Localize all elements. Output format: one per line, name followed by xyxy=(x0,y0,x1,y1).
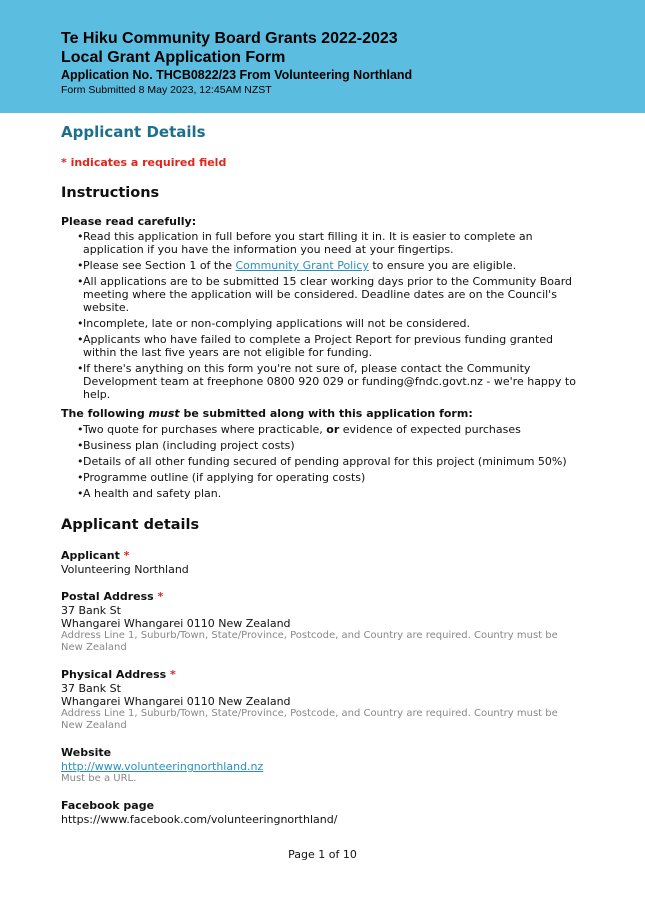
field-label: Applicant * xyxy=(61,549,130,562)
list-item: • All applications are to be submitted 15 clear working days prior to the Community Board meeting where the application will be considered. Deadline dates are on the Council's website. xyxy=(77,275,573,314)
website-link[interactable]: http://www.volunteeringnorthland.nz xyxy=(61,760,264,773)
list-item: • Please see Section 1 of the Community Grant Policy to ensure you are eligible. xyxy=(77,259,517,272)
list-item: • A health and safety plan. xyxy=(77,487,222,500)
bullet-icon: • xyxy=(77,471,84,484)
field-help-text: Address Line 1, Suburb/Town, State/Province, Postcode, and Country are required. Country must be New Zealand xyxy=(61,708,558,731)
facebook-field xyxy=(61,799,581,826)
instructions-heading: Instructions xyxy=(61,185,160,201)
applicant-field xyxy=(61,549,581,576)
section-title: Applicant Details xyxy=(61,123,206,141)
field-value: Whangarei Whangarei 0110 New Zealand xyxy=(61,617,291,630)
field-value: 37 Bank St xyxy=(61,682,121,695)
field-value: Volunteering Northland xyxy=(61,563,189,576)
must-submit-heading: The following must be submitted along with this application form: xyxy=(61,407,473,420)
form-header xyxy=(0,0,645,113)
postal-address-field xyxy=(61,590,581,654)
bullet-icon: • xyxy=(77,439,84,452)
required-marker: * xyxy=(123,549,130,562)
bullet-icon: • xyxy=(77,362,84,375)
field-label: Postal Address * xyxy=(61,590,164,603)
header-form-name: Local Grant Application Form xyxy=(61,49,286,66)
field-value: Whangarei Whangarei 0110 New Zealand xyxy=(61,695,291,708)
list-item: • Details of all other funding secured of pending approval for this project (minimum 50%) xyxy=(77,455,567,468)
list-item: • Business plan (including project costs) xyxy=(77,439,295,452)
applicant-details-heading: Applicant details xyxy=(61,517,200,533)
instructions-list xyxy=(61,230,581,401)
list-item: • If there's anything on this form you're not sure of, please contact the Community Development team at freephone 0800 920 029 or funding@fndc.govt.nz - we're happy to help. xyxy=(77,362,576,401)
required-marker: * xyxy=(157,590,164,603)
bullet-icon: • xyxy=(77,455,84,468)
list-item: • Incomplete, late or non-complying applications will not be considered. xyxy=(77,317,471,330)
field-value: 37 Bank St xyxy=(61,604,121,617)
header-application-number: Application No. THCB0822/23 From Volunteering Northland xyxy=(61,68,413,82)
bullet-icon: • xyxy=(77,259,84,272)
page-number: Page 1 of 10 xyxy=(288,848,357,861)
list-item: • Read this application in full before you start filling it in. It is easier to complete an application if you have the information you need at your fingertips. xyxy=(77,230,533,256)
list-item: • Two quote for purchases where practicable, or evidence of expected purchases xyxy=(77,423,521,436)
bullet-icon: • xyxy=(77,487,84,500)
bullet-icon: • xyxy=(77,423,84,436)
header-submitted-date: Form Submitted 8 May 2023, 12:45AM NZST xyxy=(61,84,272,96)
list-item: • Programme outline (if applying for operating costs) xyxy=(77,471,366,484)
community-grant-policy-link[interactable]: Community Grant Policy xyxy=(235,259,369,272)
field-label: Website xyxy=(61,746,112,759)
field-help-text: Address Line 1, Suburb/Town, State/Province, Postcode, and Country are required. Country must be New Zealand xyxy=(61,630,558,653)
field-label: Physical Address * xyxy=(61,668,176,681)
required-field-note: * indicates a required field xyxy=(61,156,227,169)
header-title: Te Hiku Community Board Grants 2022-2023 xyxy=(61,30,398,47)
required-marker: * xyxy=(170,668,176,681)
field-value: https://www.facebook.com/volunteeringnorthland/ xyxy=(61,813,338,826)
form-content xyxy=(61,120,581,826)
bullet-icon: • xyxy=(77,317,84,330)
bullet-icon: • xyxy=(77,333,84,346)
field-help-text: Must be a URL. xyxy=(61,773,137,784)
list-item: • Applicants who have failed to complete a Project Report for previous funding granted within the last five years are not eligible for funding. xyxy=(77,333,554,359)
website-field xyxy=(61,746,581,785)
must-submit-list xyxy=(61,423,581,500)
field-label: Facebook page xyxy=(61,799,155,812)
bullet-icon: • xyxy=(77,230,84,243)
physical-address-field xyxy=(61,668,581,732)
bullet-icon: • xyxy=(77,275,84,288)
read-carefully-label: Please read carefully: xyxy=(61,215,197,228)
